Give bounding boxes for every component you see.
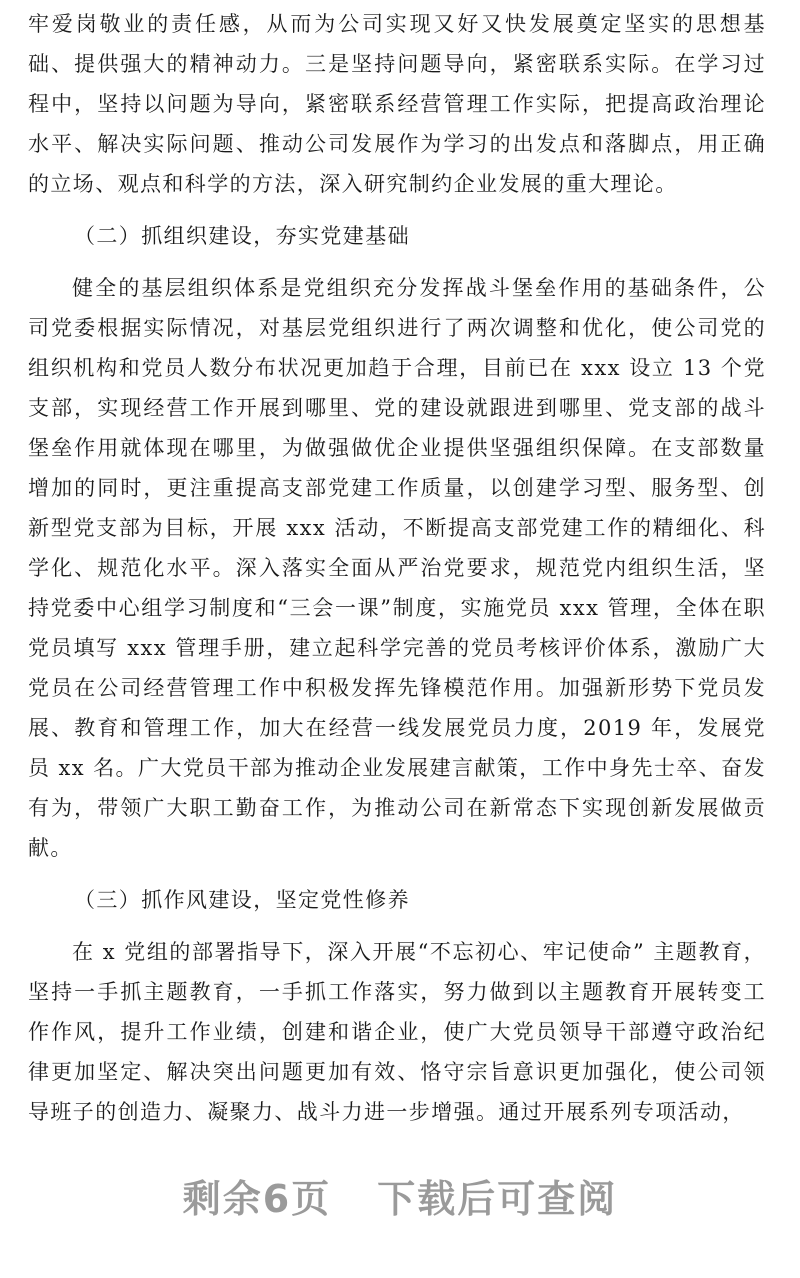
section2-paragraph: 健全的基层组织体系是党组织充分发挥战斗堡垒作用的基础条件，公司党委根据实际情况，对基层党组织进行了两次调整和优化，使公司党的组织机构和党员人数分布状况更加趋于合理，目前已在 xxx 设立 13 个党支部，实现经营工作开展到哪里、党的建设就跟进到哪里、党支部的战斗堡垒作用就体现在哪里，为做强做优企业提供坚强组织保障。在支部数量增加的同时，更注重提高支部党建工作质量，以创建学习型、服务型、创新型党支部为目标，开展 xxx 活动，不断提高支部党建工作的精细化、科学化、规范化水平。深入落实全面从严治党要求，规范党内组织生活，坚持党委中心组学习制度和“三会一课”制度，实施党员 xxx 管理，全体在职党员填写 xxx 管理手册，建立起科学完善的党员考核评价体系，激励广大党员在公司经营管理工作中积极发挥先锋模范作用。加强新形势下党员发展、教育和管理工作，加大在经营一线发展党员力度，2019 年，发展党员 xx 名。广大党员干部为推动企业发展建言献策，工作中身先士卒、奋发有为，带领广大职工勤奋工作，为推动公司在新常态下实现创新发展做贡献。 [28, 276, 766, 860]
download-hint-label: 下载后可查阅 [377, 1177, 618, 1221]
download-banner[interactable] [0, 1168, 800, 1223]
section3-heading: （三）抓作风建设，坚定党性修养 [74, 888, 410, 912]
section2-heading: （二）抓组织建设，夯实党建基础 [74, 224, 410, 248]
remaining-pages-label: 剩余6页 [182, 1177, 332, 1221]
section3-paragraph: 在 x 党组的部署指导下，深入开展“不忘初心、牢记使命” 主题教育，坚持一手抓主题教育，一手抓工作落实，努力做到以主题教育开展转变工作作风，提升工作业绩，创建和谐企业，使广大党员领导干部遵守政治纪律更加坚定、解决突出问题更加有效、恪守宗旨意识更加强化，使公司领导班子的创造力、凝聚力、战斗力进一步增强。通过开展系列专项活动， [28, 940, 766, 1124]
intro-paragraph: 牢爱岗敬业的责任感，从而为公司实现又好又快发展奠定坚实的思想基础、提供强大的精神动力。三是坚持问题导向，紧密联系实际。在学习过程中，坚持以问题为导向，紧密联系经营管理工作实际，把提高政治理论水平、解决实际问题、推动公司发展作为学习的出发点和落脚点，用正确的立场、观点和科学的方法，深入研究制约企业发展的重大理论。 [28, 12, 766, 196]
